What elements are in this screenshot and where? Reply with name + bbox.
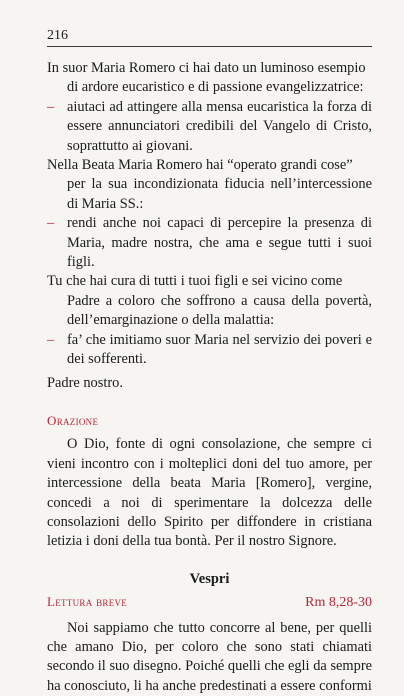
response-dash: – [47,331,55,348]
response-text: aiutaci ad attingere alla mensa eucaristica la forza di essere annunciatori credibili del Vangelo di Cristo, soprattutto ai giovani. [67,98,372,154]
response-text: rendi anche noi capaci di percepire la presenza di Maria, madre nostra, che ama e segue tutti i suoi figli. [67,215,372,271]
intercession-intro: In suor Maria Romero ci hai dato un luminoso esempio [47,60,366,76]
intercession-intro-cont: di ardore eucaristico e di passione evangelizzatrice: [67,79,364,96]
reading-header [47,592,372,612]
page-content [47,59,372,696]
page-number: 216 [47,28,68,43]
intercession-response [47,331,372,370]
intercession-response [47,98,372,156]
response-dash: – [47,98,55,115]
page-header [47,26,372,47]
oration-heading: Orazione [47,412,99,428]
response-dash: – [47,215,55,232]
intercession-intro-cont: per la sua incondizionata fiducia nell’intercessione di Maria SS.: [67,176,372,212]
intercession-response [47,214,372,272]
intercession-1 [47,59,372,156]
oration-text: O Dio, fonte di ogni consolazione, che sempre ci vieni incontro con i molteplici doni del tuo amore, per intercessione della beata Maria [Romero], vergine, concedi a noi di sperimentare la dolcezza delle consolazioni dello Spirito per diffondere in cristiana letizia i doni della tua bontà. Per il nostro Signore. [47,436,372,550]
intercession-intro: Nella Beata Maria Romero hai “operato grandi cose” [47,157,353,174]
scripture-reference: Rm 8,28-30 [305,595,372,611]
intercession-intro: Tu che hai cura di tutti i tuoi figli e sei vicino come [47,273,343,290]
intercession-2 [47,156,372,272]
intercession-3 [47,272,372,369]
closing-prayer: Padre nostro. [47,374,123,391]
intercession-intro-cont: Padre a coloro che soffrono a causa della povertà, dell’emarginazione o della malattia: [67,292,372,329]
vespri-title: Vespri [189,570,230,587]
reading-label: Lettura breve [47,594,128,610]
reading-text: Noi sappiamo che tutto concorre al bene, per quelli che amano Dio, per coloro che sono stati chiamati secondo il suo disegno. Poiché quelli che egli da sempre ha conosciuto, li ha anche predestinati a essere conformi [47,619,372,694]
response-text: fa’ che imitiamo suor Maria nel servizio dei poveri e dei sofferenti. [67,331,372,368]
